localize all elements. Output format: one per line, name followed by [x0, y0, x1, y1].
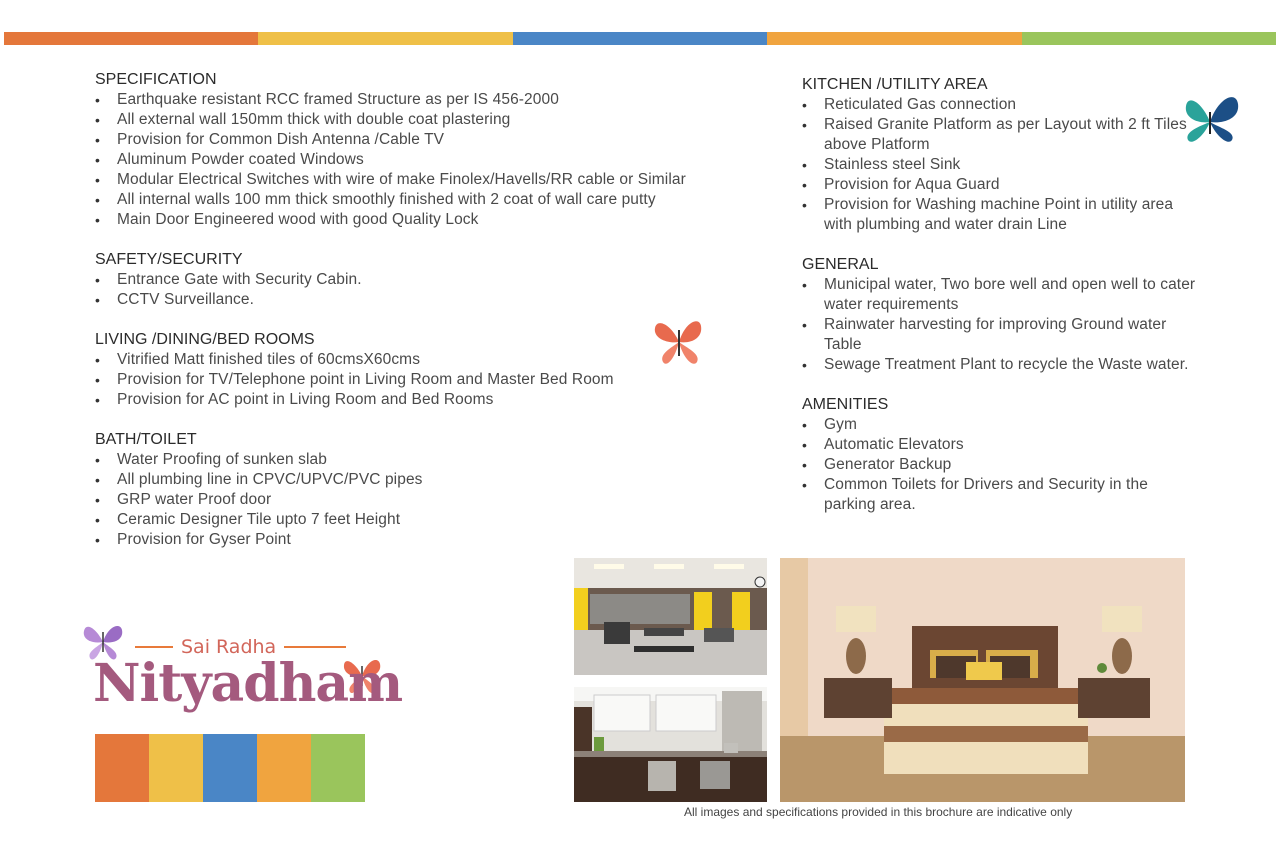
list-item: • Entrance Gate with Security Cabin.	[95, 270, 735, 290]
list-item: • Modular Electrical Switches with wire of make Finolex/Havells/RR cable or Similar	[95, 170, 735, 190]
swatch-yellow	[149, 734, 203, 802]
list-item: • Earthquake resistant RCC framed Structure as per IS 456-2000	[95, 90, 735, 110]
butterfly-teal-icon	[1180, 92, 1240, 149]
list-item: • Common Toilets for Drivers and Security in the parking area.	[802, 475, 1202, 515]
section-heading: LIVING /DINING/BED ROOMS	[95, 331, 315, 348]
band-green	[1022, 32, 1276, 45]
kitchen-photo	[574, 687, 767, 802]
specs-right-column	[802, 75, 1202, 535]
logo-brand-name: Nityadham	[93, 653, 403, 714]
section-heading: BATH/TOILET	[95, 431, 197, 448]
list-item: • Vitrified Matt finished tiles of 60cmsX60cms	[95, 350, 735, 370]
spec-section	[95, 430, 735, 550]
specs-left-column	[95, 70, 735, 570]
band-amber	[767, 32, 1021, 45]
list-item: • Provision for Common Dish Antenna /Cable TV	[95, 130, 735, 150]
swatch-green	[311, 734, 365, 802]
list-item: • All external wall 150mm thick with double coat plastering	[95, 110, 735, 130]
spec-section	[95, 70, 735, 230]
list-item: • Municipal water, Two bore well and open well to cater water requirements	[802, 275, 1202, 315]
list-item: • Provision for Washing machine Point in utility area with plumbing and water drain Line	[802, 195, 1202, 235]
section-item-list	[802, 275, 1202, 375]
list-item: • Raised Granite Platform as per Layout with 2 ft Tiles above Platform	[802, 115, 1202, 155]
spec-section	[802, 75, 1202, 235]
list-item: • Water Proofing of sunken slab	[95, 450, 735, 470]
list-item: • Provision for TV/Telephone point in Living Room and Master Bed Room	[95, 370, 735, 390]
spec-section	[802, 395, 1202, 515]
section-item-list	[95, 270, 735, 310]
list-item: • Sewage Treatment Plant to recycle the Waste water.	[802, 355, 1202, 375]
section-heading: SPECIFICATION	[95, 71, 217, 88]
butterfly-coral-icon	[653, 316, 705, 373]
list-item: • Provision for Aqua Guard	[802, 175, 1202, 195]
swatch-amber	[257, 734, 311, 802]
spec-section	[95, 250, 735, 310]
logo-subtitle: Sai Radha	[181, 636, 277, 658]
band-yellow	[258, 32, 512, 45]
list-item: • All internal walls 100 mm thick smoothly finished with 2 coat of wall care putty	[95, 190, 735, 210]
brand-logo	[80, 620, 403, 730]
section-item-list	[95, 350, 735, 410]
section-item-list	[95, 90, 735, 230]
list-item: • Automatic Elevators	[802, 435, 1202, 455]
list-item: • All plumbing line in CPVC/UPVC/PVC pipes	[95, 470, 735, 490]
list-item: • Reticulated Gas connection	[802, 95, 1202, 115]
swatch-blue	[203, 734, 257, 802]
list-item: • CCTV Surveillance.	[95, 290, 735, 310]
gym-photo	[574, 558, 767, 675]
list-item: • Ceramic Designer Tile upto 7 feet Height	[95, 510, 735, 530]
section-heading: AMENITIES	[802, 396, 889, 413]
section-item-list	[802, 95, 1202, 235]
section-heading: GENERAL	[802, 256, 879, 273]
list-item: • Generator Backup	[802, 455, 1202, 475]
section-item-list	[802, 415, 1202, 515]
list-item: • Aluminum Powder coated Windows	[95, 150, 735, 170]
top-color-band	[4, 32, 1276, 45]
logo-rule-right	[284, 646, 346, 648]
color-swatches	[95, 734, 365, 802]
section-heading: KITCHEN /UTILITY AREA	[802, 76, 988, 93]
list-item: • Rainwater harvesting for improving Ground water Table	[802, 315, 1202, 355]
list-item: • Gym	[802, 415, 1202, 435]
swatch-orange	[95, 734, 149, 802]
list-item: • Stainless steel Sink	[802, 155, 1202, 175]
band-blue	[513, 32, 767, 45]
list-item: • Provision for Gyser Point	[95, 530, 735, 550]
list-item: • Main Door Engineered wood with good Quality Lock	[95, 210, 735, 230]
bedroom-photo	[780, 558, 1185, 802]
spec-section	[95, 330, 735, 410]
logo-rule-left	[135, 646, 173, 648]
section-heading: SAFETY/SECURITY	[95, 251, 243, 268]
spec-section	[802, 255, 1202, 375]
list-item: • Provision for AC point in Living Room and Bed Rooms	[95, 390, 735, 410]
disclaimer-text: All images and specifications provided in this brochure are indicative only	[684, 805, 1073, 819]
band-orange	[4, 32, 258, 45]
list-item: • GRP water Proof door	[95, 490, 735, 510]
section-item-list	[95, 450, 735, 550]
